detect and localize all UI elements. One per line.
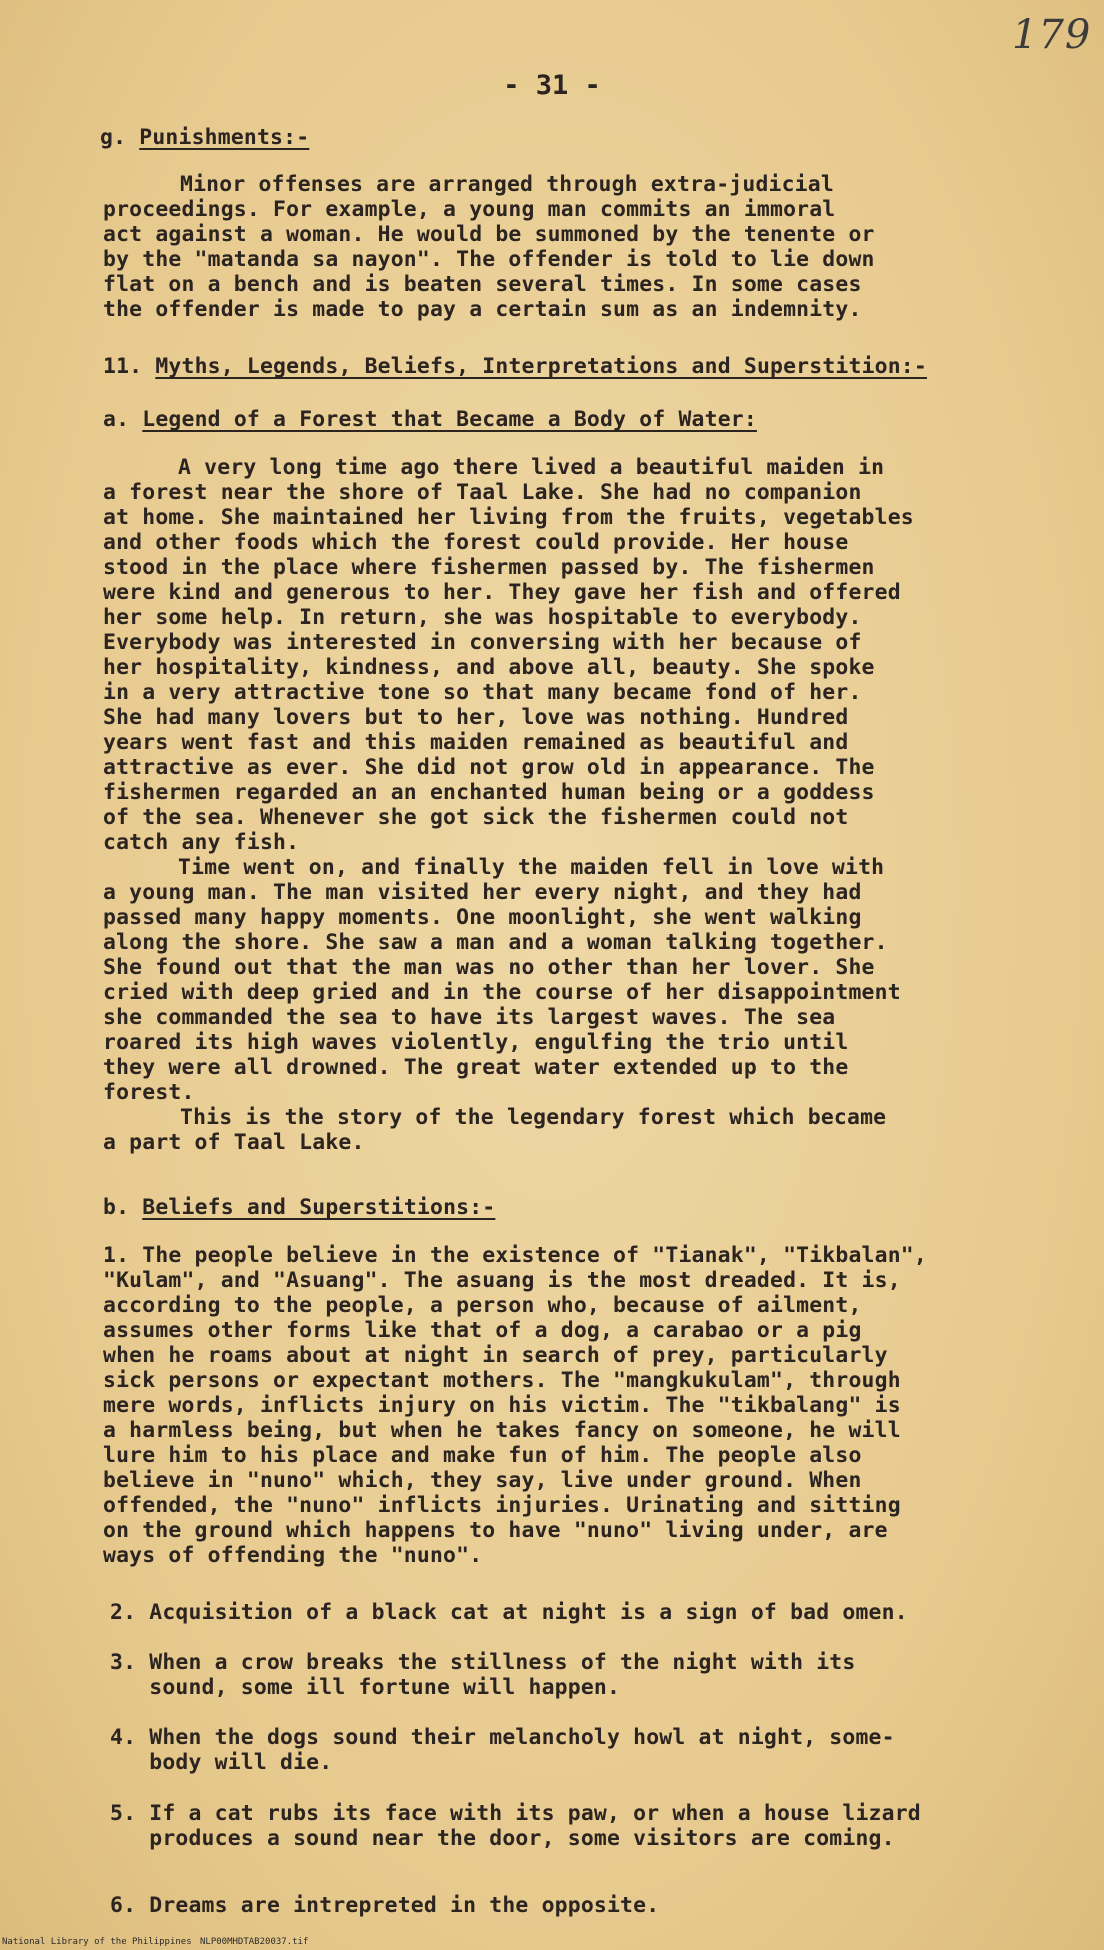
paragraph-line: years went fast and this maiden remained as beautiful and [103,730,849,755]
folio-number: 179 [1012,12,1092,58]
paragraph-line: Time went on, and finally the maiden fell in love with [178,855,885,880]
belief-item-1-line: mere words, inflicts injury on his victim. The "tikbalang" is [103,1393,901,1418]
belief-item-1-line: ways of offending the "nuno". [103,1543,483,1568]
paragraph-line: forest. [103,1080,195,1105]
paragraph-line: Minor offenses are arranged through extra-judicial [180,172,834,197]
paragraph-line: and other foods which the forest could provide. Her house [103,530,849,555]
footer-file-name: NLP00MHDTAB20037.tif [200,1937,309,1947]
belief-item-1-line: "Kulam", and "Asuang". The asuang is the most dreaded. It is, [103,1268,901,1293]
section-b-title: Beliefs and Superstitions:- [142,1195,496,1220]
paragraph-line: roared its high waves violently, engulfing the trio until [103,1030,849,1055]
page-number: - 31 - [503,70,601,101]
paragraph-line: catch any fish. [103,830,300,855]
paragraph-line: act against a woman. He would be summoned by the tenente or [103,222,875,247]
belief-item-1-line: lure him to his place and make fun of him. The people also [103,1443,862,1468]
section-g-title: Punishments:- [139,125,310,150]
paragraph-line: along the shore. She saw a man and a woman talking together. [103,930,888,955]
paragraph-line: attractive as ever. She did not grow old in appearance. The [103,755,875,780]
section-11-title: Myths, Legends, Beliefs, Interpretations and Superstition:- [155,354,927,379]
belief-item-1-line: assumes other forms like that of a dog, a carabao or a pig [103,1318,862,1343]
section-11-heading: 11. Myths, Legends, Beliefs, Interpretations and Superstition:- [103,354,927,379]
paragraph-line: proceedings. For example, a young man commits an immoral [103,197,836,222]
paragraph-line: stood in the place where fishermen passed by. The fishermen [103,555,875,580]
belief-item-3-line: sound, some ill fortune will happen. [110,1675,621,1700]
paragraph-line: She found out that the man was no other than her lover. She [103,955,875,980]
section-a-title: Legend of a Forest that Became a Body of Water: [142,407,757,432]
section-b-heading: b. Beliefs and Superstitions:- [103,1195,496,1220]
paragraph-line: at home. She maintained her living from the fruits, vegetables [103,505,914,530]
belief-item-4-line: body will die. [110,1750,333,1775]
belief-item-1-line: 1. The people believe in the existence of "Tianak", "Tikbalan", [103,1243,927,1268]
paragraph-line: She had many lovers but to her, love was nothing. Hundred [103,705,849,730]
paragraph-line: passed many happy moments. One moonlight, she went walking [103,905,862,930]
footer-library-credit: National Library of the Philippines [2,1937,192,1947]
belief-item-1-line: sick persons or expectant mothers. The "mangkukulam", through [103,1368,901,1393]
paragraph-line: in a very attractive tone so that many became fond of her. [103,680,862,705]
paragraph-line: of the sea. Whenever she got sick the fishermen could not [103,805,849,830]
belief-item-1-line: when he roams about at night in search of prey, particularly [103,1343,888,1368]
belief-item-1-line: believe in "nuno" which, they say, live under ground. When [103,1468,862,1493]
paragraph-line: a young man. The man visited her every night, and they had [103,880,862,905]
paragraph-line: This is the story of the legendary forest which became [180,1105,887,1130]
paragraph-line: the offender is made to pay a certain sum as an indemnity. [103,297,862,322]
paragraph-line: a part of Taal Lake. [103,1130,365,1155]
paragraph-line: Everybody was interested in conversing with her because of [103,630,862,655]
paragraph-line: her some help. In return, she was hospitable to everybody. [103,605,862,630]
paragraph-line: fishermen regarded an an enchanted human being or a goddess [103,780,875,805]
paragraph-line: were kind and generous to her. They gave her fish and offered [103,580,901,605]
belief-item-3-line: 3. When a crow breaks the stillness of the night with its [110,1650,856,1675]
belief-item-1-line: according to the people, a person who, because of ailment, [103,1293,862,1318]
paragraph-line: flat on a bench and is beaten several times. In some cases [103,272,862,297]
belief-item-4-line: 4. When the dogs sound their melancholy howl at night, some- [110,1725,895,1750]
paragraph-line: by the "matanda sa nayon". The offender is told to lie down [103,247,875,272]
belief-item-5-line: produces a sound near the door, some visitors are coming. [110,1826,895,1851]
belief-item-1-line: on the ground which happens to have "nuno" living under, are [103,1518,888,1543]
belief-item-1-line: offended, the "nuno" inflicts injuries. Urinating and sitting [103,1493,901,1518]
section-g-heading: g. Punishments:- [100,125,310,150]
belief-item-5-line: 5. If a cat rubs its face with its paw, or when a house lizard [110,1801,921,1826]
paragraph-line: they were all drowned. The great water extended up to the [103,1055,849,1080]
paragraph-line: cried with deep gried and in the course of her disappointment [103,980,901,1005]
belief-item-1-line: a harmless being, but when he takes fancy on someone, he will [103,1418,901,1443]
belief-item-6: 6. Dreams are intrepreted in the opposite. [110,1893,660,1918]
paragraph-line: A very long time ago there lived a beautiful maiden in [178,455,885,480]
paragraph-line: her hospitality, kindness, and above all, beauty. She spoke [103,655,875,680]
section-a-heading: a. Legend of a Forest that Became a Body of Water: [103,407,757,432]
paragraph-line: she commanded the sea to have its largest waves. The sea [103,1005,836,1030]
belief-item-2: 2. Acquisition of a black cat at night is a sign of bad omen. [110,1600,908,1625]
paragraph-line: a forest near the shore of Taal Lake. She had no companion [103,480,862,505]
